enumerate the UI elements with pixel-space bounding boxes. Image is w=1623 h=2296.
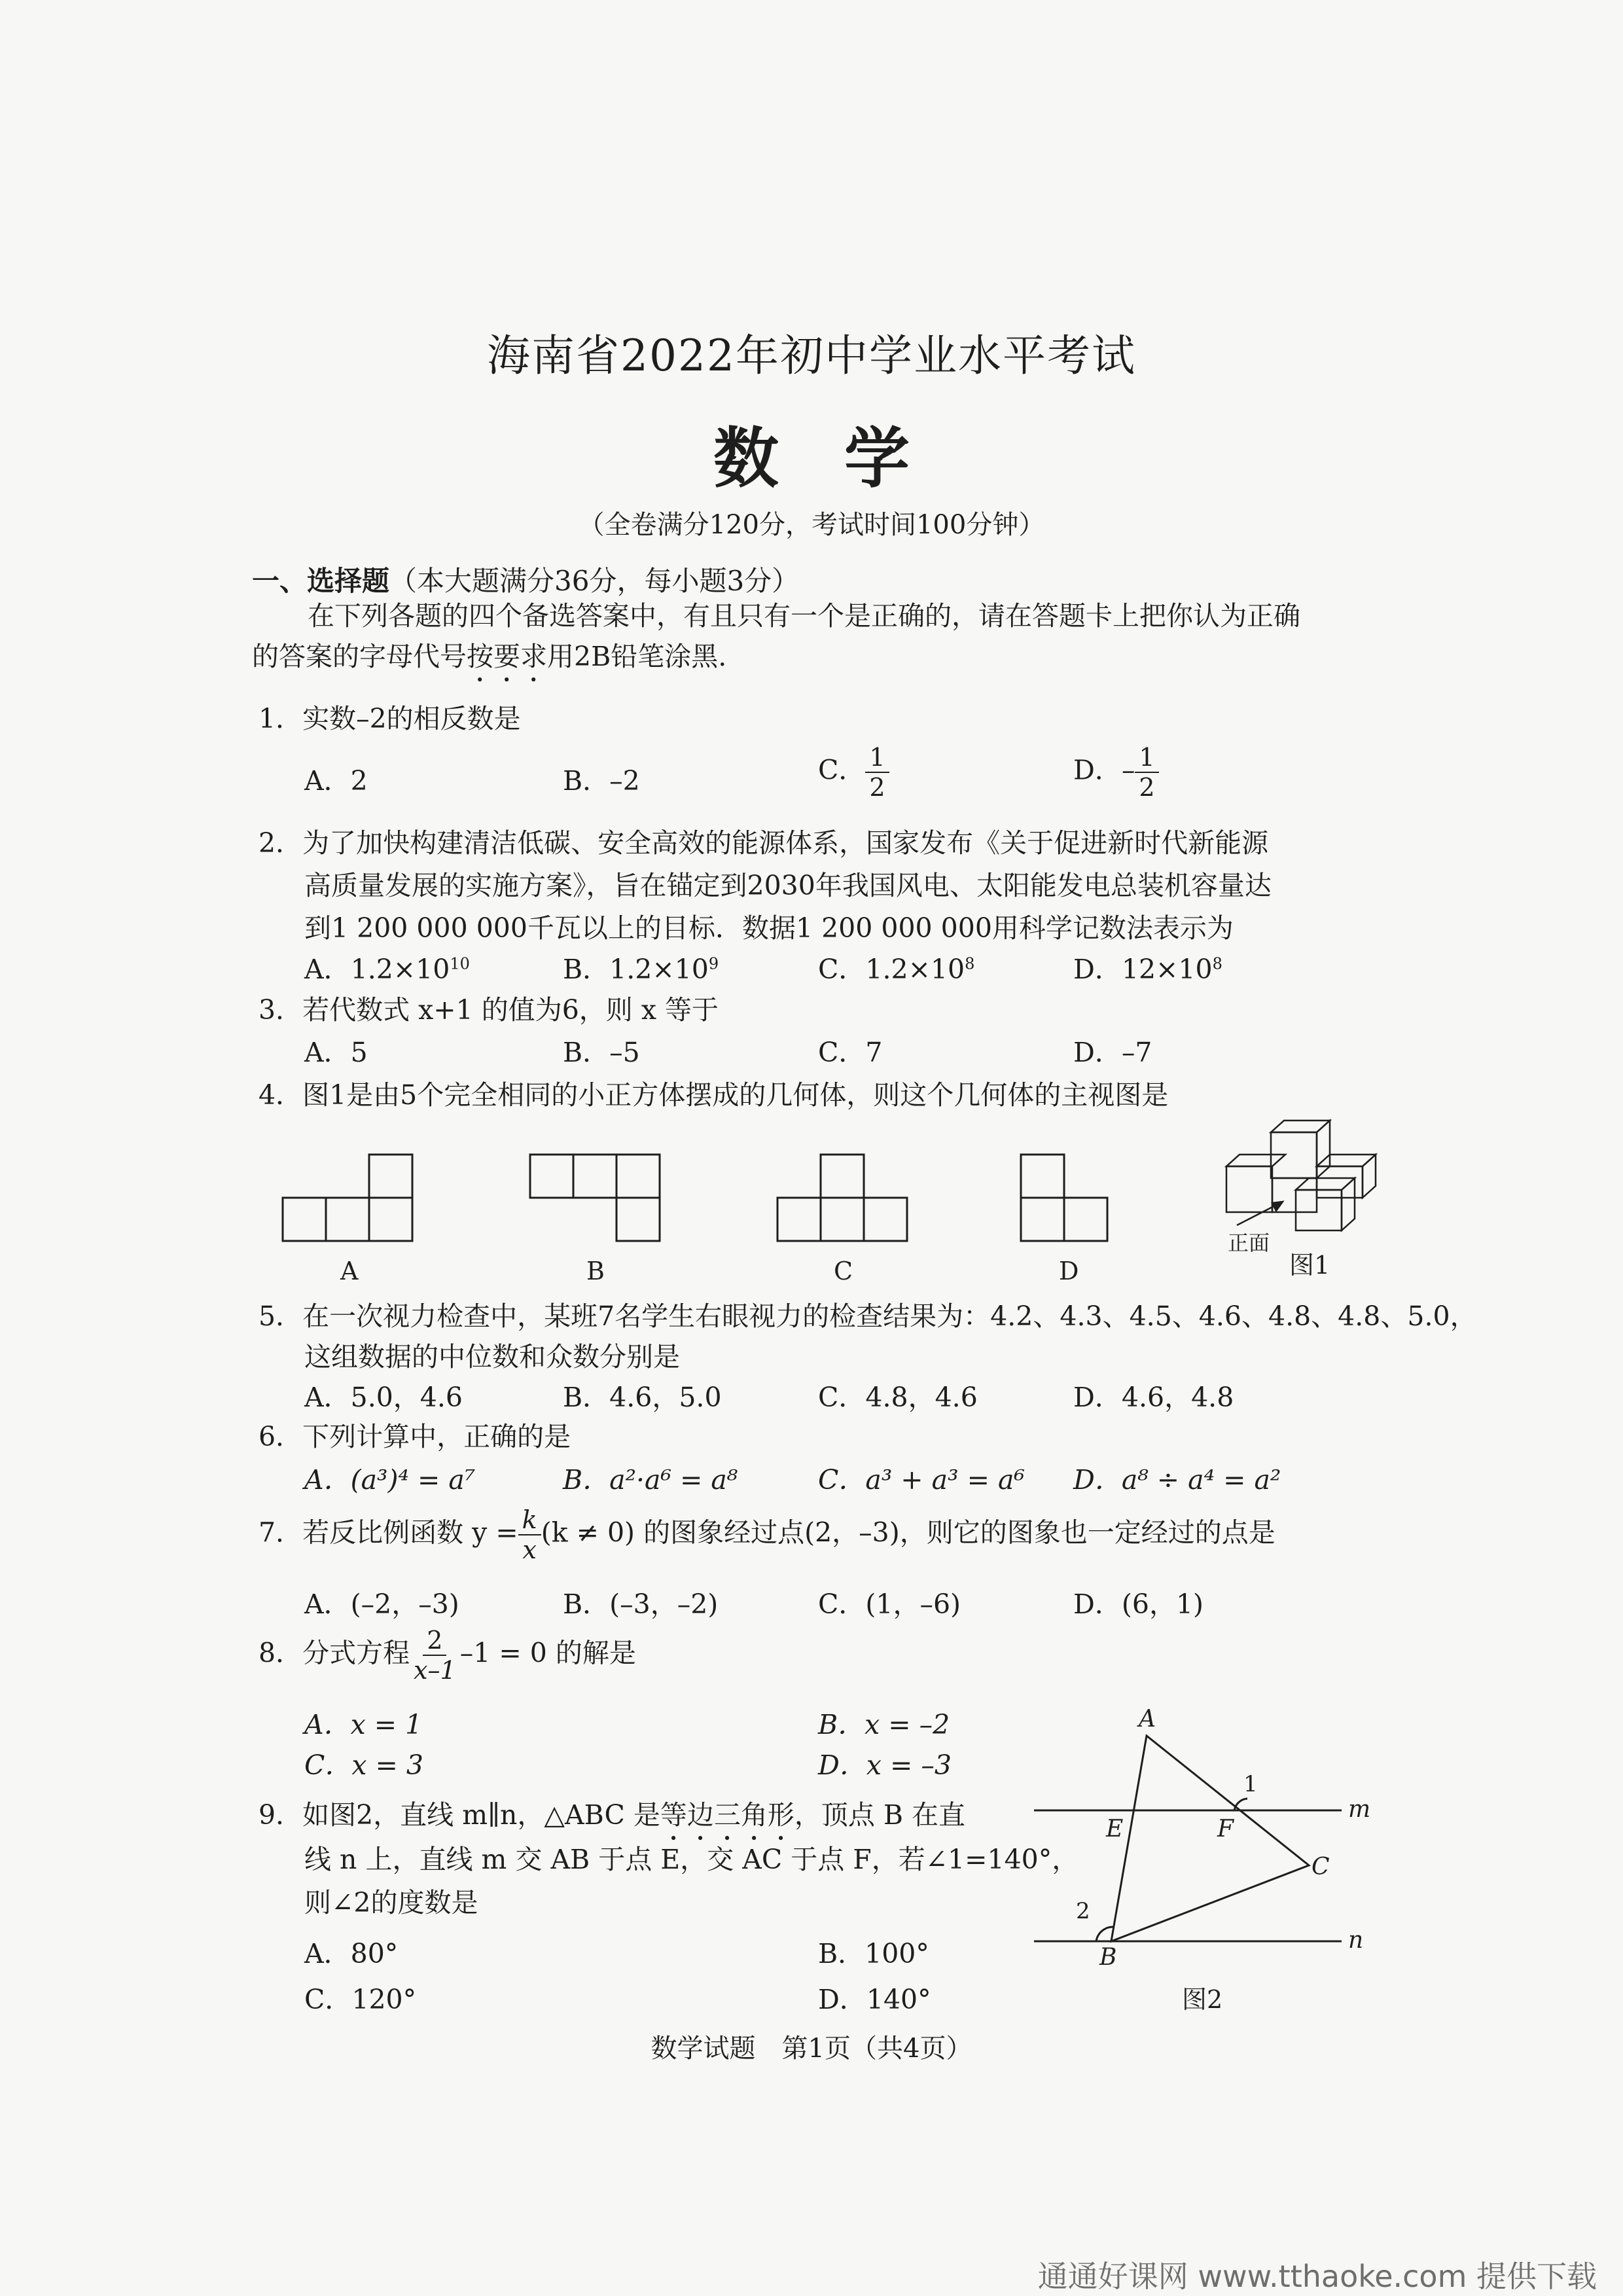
fig2-angle-1-label: 1 xyxy=(1243,1771,1258,1797)
fraction-numerator: k xyxy=(518,1505,541,1535)
q2-option-d-exponent: 8 xyxy=(1212,954,1222,973)
section-heading-note: （本大题满分36分，每小题3分） xyxy=(389,565,800,597)
triangle-abc xyxy=(1111,1736,1309,1941)
q4-view-a xyxy=(283,1155,412,1241)
q9-emphasis: 等边三角形 xyxy=(660,1799,794,1831)
q3-option-b: B．–5 xyxy=(563,1037,640,1068)
q8-option-a: A．x = 1 xyxy=(304,1709,423,1740)
q2-option-a-exponent: 10 xyxy=(450,954,470,973)
q8-option-b: B．x = –2 xyxy=(818,1709,950,1740)
q1-option-b: B．–2 xyxy=(563,765,640,797)
q2-option-b-exponent: 9 xyxy=(708,954,719,973)
q8-fraction xyxy=(410,1626,460,1685)
fraction-denominator: x–1 xyxy=(414,1656,456,1685)
q7-option-c: C．(1，–6) xyxy=(818,1588,961,1620)
fig2-angle-2-label: 2 xyxy=(1076,1898,1090,1924)
q5-line-1: 5．在一次视力检查中，某班7名学生右眼视力的检查结果为：4.2、4.3、4.5、4.6、4.8、4.8、5.0， xyxy=(259,1300,1477,1332)
q7-stem-a: 7．若反比例函数 y = xyxy=(259,1516,518,1549)
instruction-part-a: 的答案的字母代号 xyxy=(252,641,467,672)
q5-option-c: C．4.8，4.6 xyxy=(818,1382,978,1413)
q9-line-3: 则∠2的度数是 xyxy=(304,1887,478,1918)
q4-view-c xyxy=(777,1155,907,1241)
q2-option-d-base: D．12×10 xyxy=(1073,954,1213,985)
fig2-label-n: n xyxy=(1348,1927,1364,1954)
q3-option-c: C．7 xyxy=(818,1037,883,1068)
fraction-denominator: 2 xyxy=(869,773,885,802)
q7-option-d: D．(6，1) xyxy=(1073,1588,1204,1620)
fig2-label-a: A xyxy=(1139,1706,1156,1732)
q1-option-a: A．2 xyxy=(304,765,368,797)
q2-option-c-exponent: 8 xyxy=(965,954,975,973)
q9-option-b: B．100° xyxy=(818,1938,929,1969)
q2-option-b-base: B．1.2×10 xyxy=(563,954,709,985)
fraction-numerator: 2 xyxy=(423,1626,446,1656)
q7-stem-b: (k ≠ 0) 的图象经过点(2，–3)，则它的图象也一定经过的点是 xyxy=(541,1516,1275,1549)
q7-option-a: A．(–2，–3) xyxy=(304,1588,459,1620)
q8-stem-a: 8．分式方程 xyxy=(259,1637,410,1669)
exam-info: （全卷满分120分，考试时间100分钟） xyxy=(578,510,1045,540)
q5-option-d: D．4.6，4.8 xyxy=(1073,1382,1234,1413)
fig2-label-e: E xyxy=(1106,1816,1124,1842)
figure-1-solid xyxy=(1226,1121,1376,1230)
angle-1-arc xyxy=(1234,1799,1247,1810)
q7-fraction xyxy=(518,1505,541,1564)
q5-option-b: B．4.6，5.0 xyxy=(563,1382,722,1413)
q1-stem: 1．实数–2的相反数是 xyxy=(259,703,521,734)
fig2-label-m: m xyxy=(1348,1796,1371,1823)
q7-stem xyxy=(259,1505,1275,1564)
q4-stem: 4．图1是由5个完全相同的小正方体摆成的几何体，则这个几何体的主视图是 xyxy=(259,1079,1169,1111)
section-instruction-1: 在下列各题的四个备选答案中，有且只有一个是正确的，请在答题卡上把你认为正确 xyxy=(308,600,1300,632)
figure-1-front-label: 正面 xyxy=(1228,1230,1270,1255)
watermark: 通通好课网 www.tthaoke.com 提供下载 xyxy=(1037,2259,1597,2294)
fraction-denominator: 2 xyxy=(1139,773,1155,802)
q6-option-a: A．(a³)⁴ = a⁷ xyxy=(304,1464,476,1496)
q6-option-c: C．a³ + a³ = a⁶ xyxy=(818,1464,1025,1496)
q2-line-1: 2．为了加快构建清洁低碳、安全高效的能源体系，国家发布《关于促进新时代新能源 xyxy=(259,827,1269,859)
q8-option-c: C．x = 3 xyxy=(304,1749,423,1781)
q4-label-c: C xyxy=(834,1257,853,1285)
page-footer: 数学试题 第1页（共4页） xyxy=(651,2034,972,2064)
instruction-emphasis: 按要求 xyxy=(467,641,547,672)
q4-view-d xyxy=(1021,1155,1107,1241)
q2-line-2: 高质量发展的实施方案》，旨在锚定到2030年我国风电、太阳能发电总装机容量达 xyxy=(304,870,1272,901)
q9-line-1a: 9．如图2，直线 m∥n，△ABC 是 xyxy=(259,1799,660,1831)
q4-label-a: A xyxy=(340,1257,359,1285)
q8-stem xyxy=(259,1626,636,1685)
fig2-label-f: F xyxy=(1217,1816,1234,1842)
section-heading-label: 一、选择题 xyxy=(252,565,390,597)
q5-option-a: A．5.0，4.6 xyxy=(304,1382,463,1413)
q2-option-a-base: A．1.2×10 xyxy=(304,954,450,985)
fraction-denominator: x xyxy=(522,1535,537,1564)
fraction-numerator: 1 xyxy=(865,743,889,773)
q6-option-d: D．a⁸ ÷ a⁴ = a² xyxy=(1073,1464,1281,1496)
q8-stem-b: –1 = 0 的解是 xyxy=(459,1637,636,1669)
q3-option-a: A．5 xyxy=(304,1037,368,1068)
subject-title: 数学 xyxy=(713,420,975,497)
figure-1-caption: 图1 xyxy=(1289,1251,1330,1280)
fig2-label-c: C xyxy=(1311,1854,1330,1880)
q6-stem: 6．下列计算中，正确的是 xyxy=(259,1421,571,1452)
q2-line-3: 到1 200 000 000千瓦以上的目标．数据1 200 000 000用科学记数法表示为 xyxy=(304,912,1234,944)
fraction-numerator: 1 xyxy=(1135,743,1158,773)
figure-2-caption: 图2 xyxy=(1182,1985,1223,2014)
q7-option-b: B．(–3，–2) xyxy=(563,1588,719,1620)
q4-label-d: D xyxy=(1059,1257,1079,1285)
instruction-part-c: 用2B铅笔涂黑. xyxy=(547,641,727,672)
q6-option-b: B．a²·a⁶ = a⁸ xyxy=(563,1464,738,1496)
q5-line-2: 这组数据的中位数和众数分别是 xyxy=(304,1341,680,1372)
q2-option-c-base: C．1.2×10 xyxy=(818,954,965,985)
q8-option-d: D．x = –3 xyxy=(818,1749,952,1781)
q3-stem: 3．若代数式 x+1 的值为6，则 x 等于 xyxy=(259,994,719,1026)
q1-option-c-prefix: C． xyxy=(818,754,866,786)
q4-view-b xyxy=(530,1155,660,1241)
q9-option-d: D．140° xyxy=(818,1984,931,2015)
q1-option-d-prefix: D．– xyxy=(1073,754,1135,786)
q3-option-d: D．–7 xyxy=(1073,1037,1152,1068)
q4-label-b: B xyxy=(586,1257,605,1285)
q9-option-a: A．80° xyxy=(304,1938,399,1969)
q9-line-2: 线 n 上，直线 m 交 AB 于点 E，交 AC 于点 F，若∠1=140°， xyxy=(304,1844,1079,1875)
fig2-label-b: B xyxy=(1099,1944,1117,1971)
q9-option-c: C．120° xyxy=(304,1984,417,2015)
exam-title: 海南省2022年初中学业水平考试 xyxy=(487,331,1136,381)
q9-line-1c: ，顶点 B 在直 xyxy=(794,1799,966,1831)
